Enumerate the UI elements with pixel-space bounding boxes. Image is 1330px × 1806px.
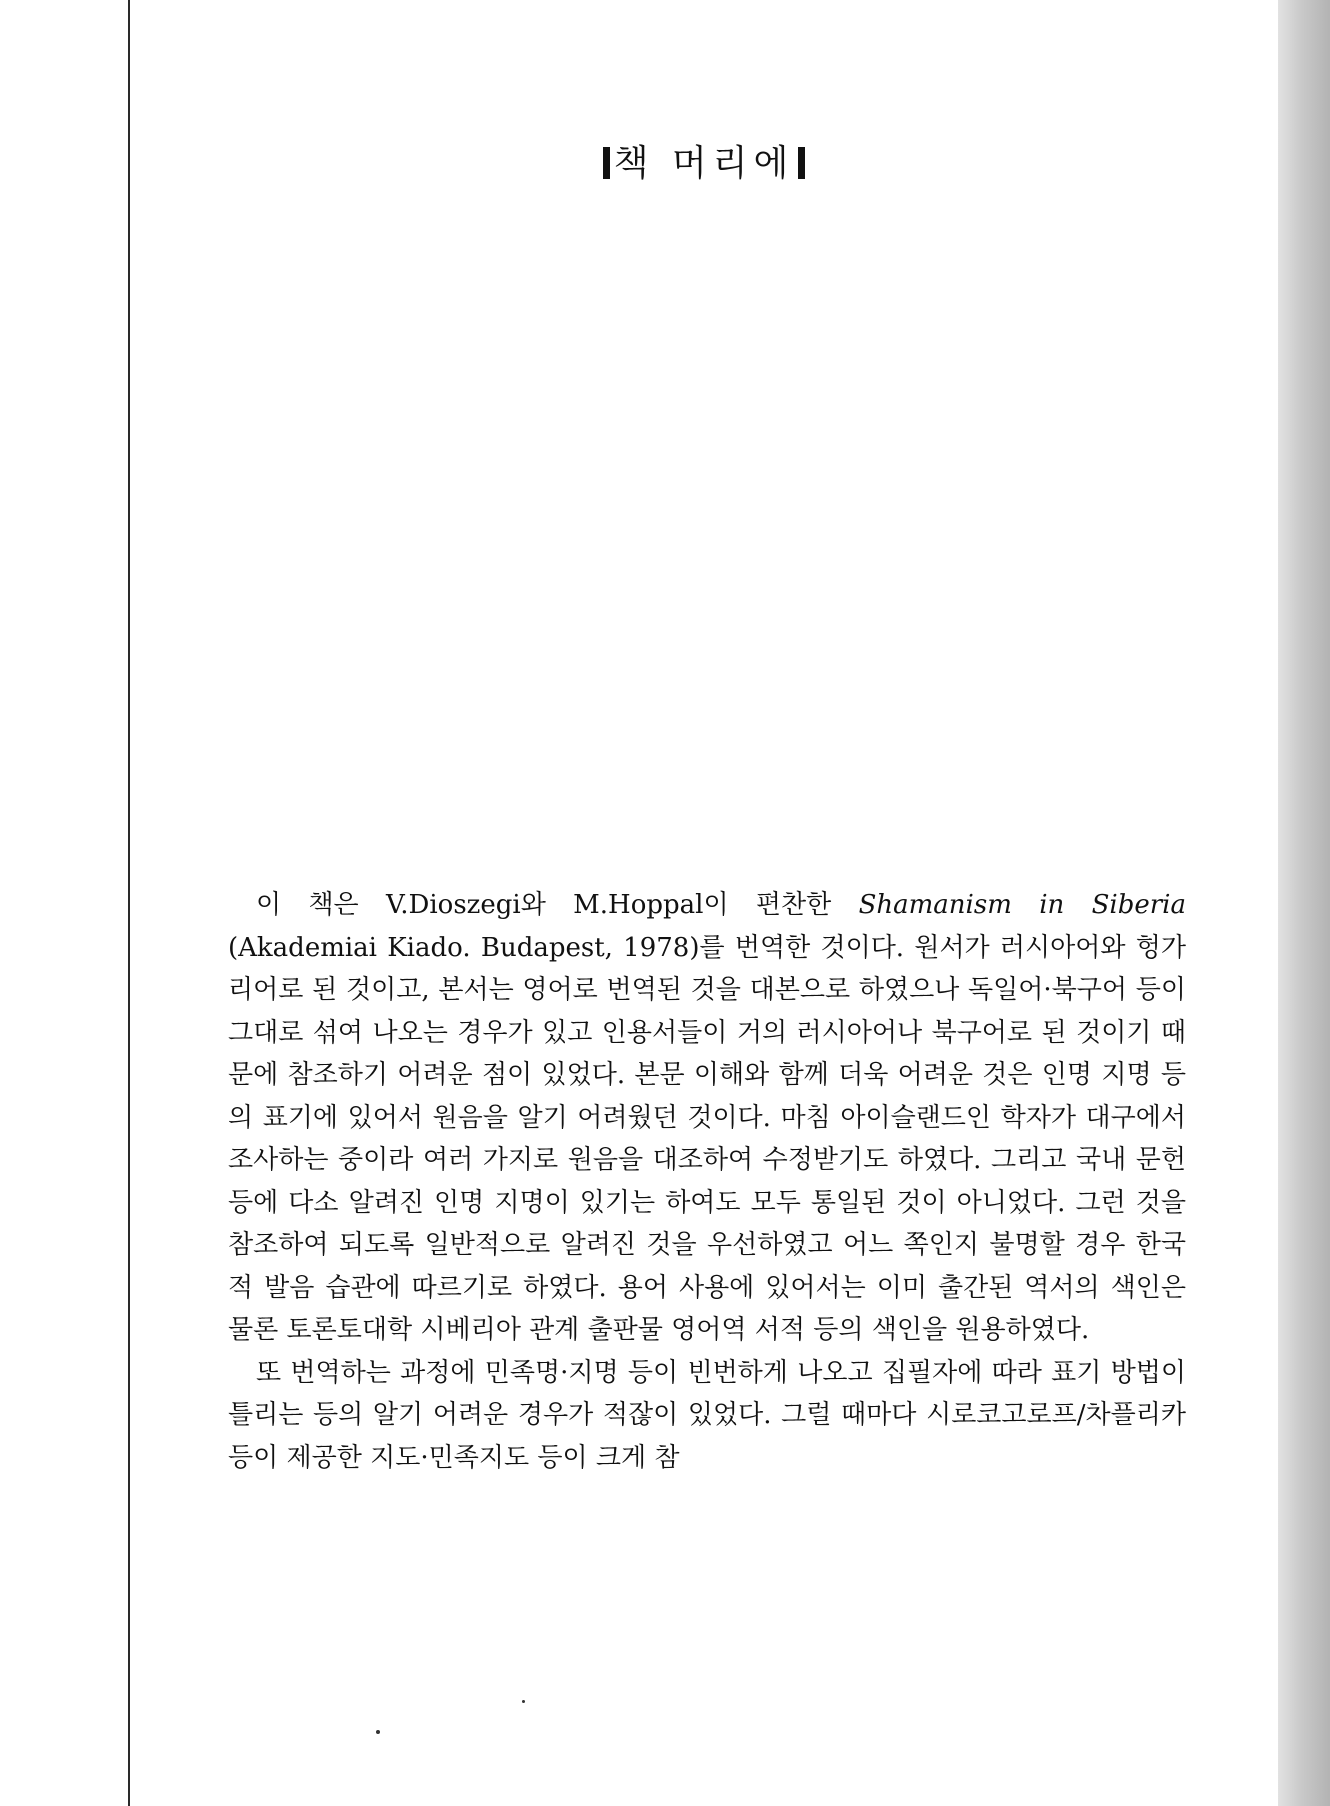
- body-text: [228, 884, 1186, 1479]
- paragraph-1-after: (Akademiai Kiado. Budapest, 1978)를 번역한 것이다. 원서가 러시아어와 헝가리어로 된 것이고, 본서는 영어로 번역된 것을 대본으로 하였으나 독일어·북구어 등이 그대로 섞여 나오는 경우가 있고 인용서들이 거의 러시아어나 북구어로 된 것이기 때문에 참조하기 어려운 점이 있었다. 본문 이해와 함께 더욱 어려운 것은 인명 지명 등의 표기에 있어서 원음을 알기 어려웠던 것이다. 마침 아이슬랜드인 학자가 대구에서 조사하는 중이라 여러 가지로 원음을 대조하여 수정받기도 하였다. 그리고 국내 문헌 등에 다소 알려진 인명 지명이 있기는 하여도 모두 통일된 것이 아니었다. 그런 것을 참조하여 되도록 일반적으로 알려진 것을 우선하였고 어느 쪽인지 불명할 경우 한국적 발음 습관에 따르기로 하였다. 용어 사용에 있어서는 이미 출간된 역서의 색인은 물론 토론토대학 시베리아 관계 출판물 영어역 서적 등의 색인을 원용하였다.: [228, 932, 1186, 1345]
- heading-left-bar: [603, 147, 610, 179]
- paragraph-1-before: 이 책은 V.Dioszegi와 M.Hoppal이 편찬한: [256, 890, 859, 920]
- book-page: [128, 0, 1278, 1806]
- paragraph-2: 또 번역하는 과정에 민족명·지명 등이 빈번하게 나오고 집필자에 따라 표기 방법이 틀리는 등의 알기 어려운 경우가 적잖이 있었다. 그럴 때마다 시로코고로프/차플리카 등이 제공한 지도·민족지도 등이 크게 참: [228, 1357, 1186, 1473]
- book-title: Shamanism in Siberia: [858, 890, 1186, 920]
- scan-speck: [376, 1730, 380, 1734]
- scan-left-margin: [0, 0, 128, 1806]
- heading-right-bar: [798, 147, 805, 179]
- page-heading: [130, 142, 1278, 186]
- heading-text: 책 머리에: [613, 143, 795, 184]
- page-edge-shadow: [1278, 0, 1330, 1806]
- scan-speck: [522, 1700, 525, 1703]
- paragraph-1: [228, 884, 1186, 1352]
